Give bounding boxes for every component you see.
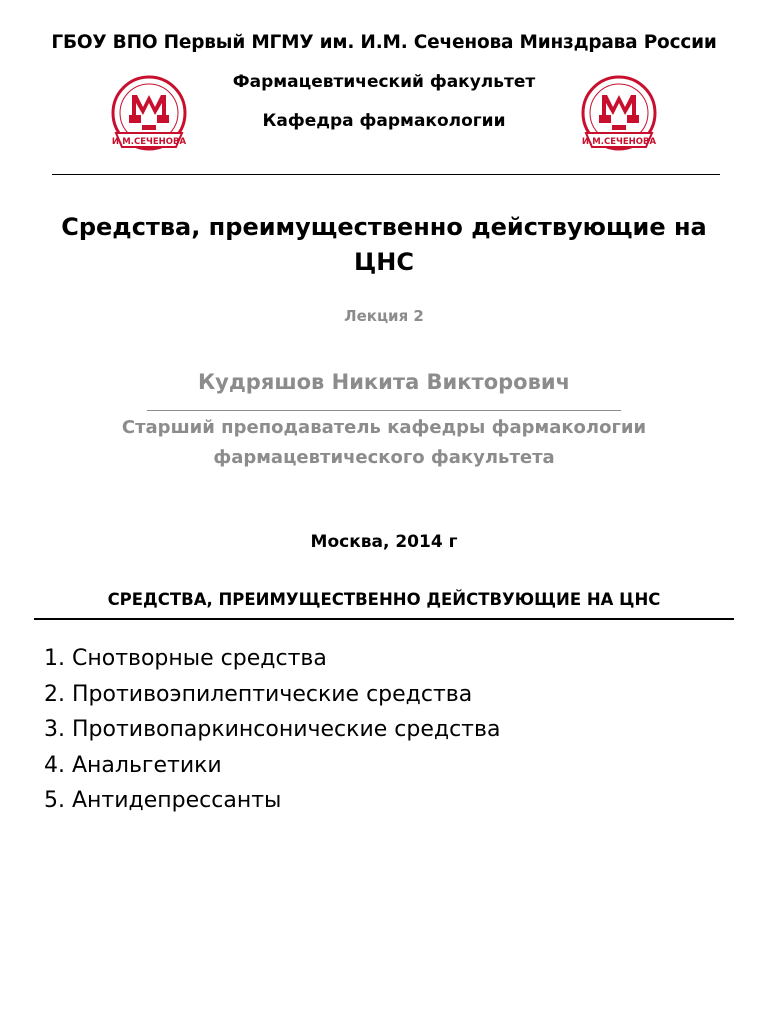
author-position	[0, 413, 768, 473]
university-seal-icon	[576, 73, 662, 159]
author-name: Кудряшов Никита Викторович	[197, 370, 571, 394]
list-item: 3. Противопаркинсонические средства	[44, 717, 501, 742]
list-item: 2. Противоэпилептические средства	[44, 681, 473, 707]
author-position-line-1: Старший преподаватель кафедры фармакологии	[121, 417, 647, 438]
organization-name: ГБОУ ВПО Первый МГМУ им. И.М. Сеченова Минздрава России	[51, 32, 717, 53]
author-position-line-2: фармацевтического факультета	[213, 447, 555, 468]
seal-text: И.М.СЕЧЕНОВА	[111, 137, 187, 147]
header-divider	[52, 174, 720, 175]
city-year: Москва, 2014 г	[310, 532, 458, 552]
section-heading: СРЕДСТВА, ПРЕИМУЩЕСТВЕННО ДЕЙСТВУЮЩИЕ НА ЦНС	[107, 590, 661, 609]
seal-text: И.М.СЕЧЕНОВА	[581, 137, 657, 147]
list-item: 1. Снотворные средства	[44, 646, 327, 671]
lecture-number: Лекция 2	[344, 307, 424, 325]
page-title: Средства, преимущественно действующие на ЦНС	[61, 213, 707, 276]
author-divider	[147, 410, 621, 411]
department-name: Кафедра фармакологии	[262, 111, 506, 131]
section-divider	[34, 618, 734, 620]
list-item: 5. Антидепрессанты	[44, 788, 282, 813]
list-item: 4. Анальгетики	[44, 752, 222, 778]
topic-list	[44, 641, 500, 819]
faculty-name: Фармацевтический факультет	[232, 72, 536, 92]
university-seal-icon	[106, 73, 192, 159]
